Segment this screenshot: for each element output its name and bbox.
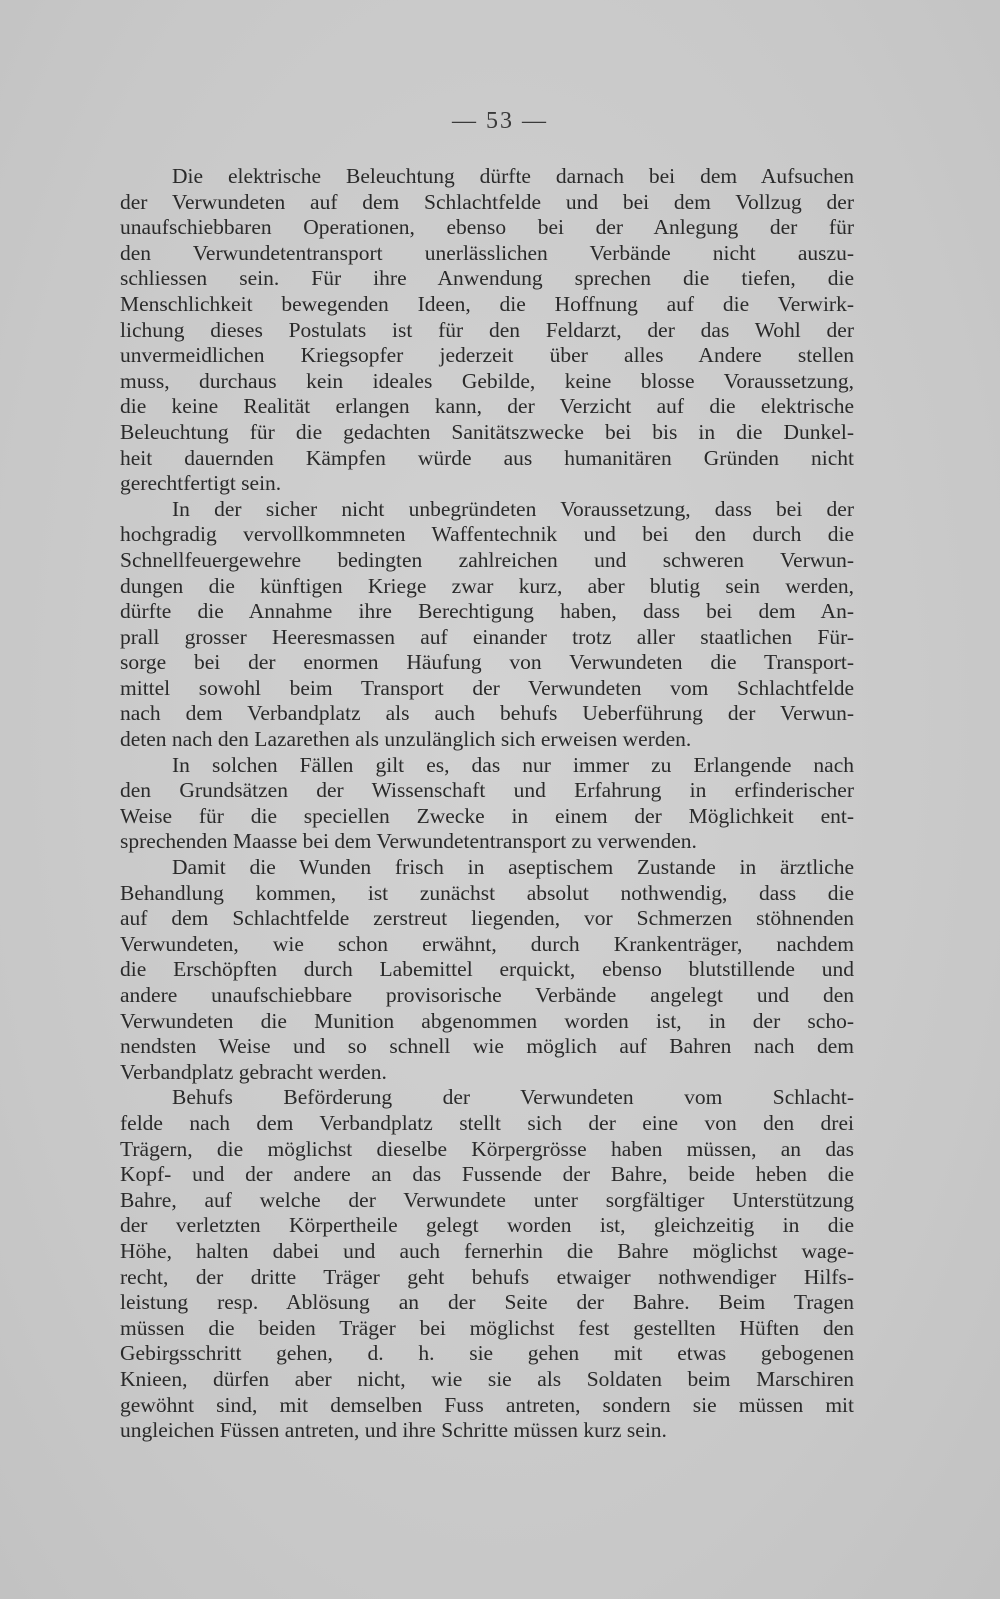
text-line: Höhe, halten dabei und auch fernerhin die Bahre möglichst wage- bbox=[120, 1238, 854, 1263]
text-line: nendsten Weise und so schnell wie möglich auf Bahren nach dem bbox=[120, 1034, 854, 1059]
text-line: der verletzten Körpertheile gelegt worden ist, gleichzeitig in die bbox=[120, 1213, 854, 1238]
text-line: auf dem Schlachtfelde zerstreut liegenden, vor Schmerzen stöhnenden bbox=[120, 906, 854, 931]
text-line: andere unaufschiebbare provisorische Verbände angelegt und den bbox=[120, 983, 854, 1007]
text-line: Beleuchtung für die gedachten Sanitätszwecke bei bis in die Dunkel- bbox=[120, 419, 854, 444]
body-text bbox=[120, 164, 854, 1444]
text-line: Schnellfeuergewehre bedingten zahlreichen und schweren Verwun- bbox=[120, 547, 854, 572]
text-line: prall grosser Heeresmassen auf einander trotz aller staatlichen Für- bbox=[120, 624, 854, 649]
text-line: Trägern, die möglichst dieselbe Körpergrösse haben müssen, an das bbox=[120, 1136, 854, 1161]
text-line: hochgradig vervollkommneten Waffentechnik und bei den durch die bbox=[120, 522, 854, 547]
text-line: schliessen sein. Für ihre Anwendung sprechen die tiefen, die bbox=[120, 266, 854, 291]
text-line: den Grundsätzen der Wissenschaft und Erfahrung in erfinderischer bbox=[120, 778, 854, 803]
text-line: Damit die Wunden frisch in aseptischem Zustande in ärztliche bbox=[172, 855, 854, 880]
text-line: die keine Realität erlangen kann, der Verzicht auf die elektrische bbox=[120, 394, 854, 419]
text-line: gewöhnt sind, mit demselben Fuss antreten, sondern sie müssen mit bbox=[120, 1392, 854, 1417]
text-line: den Verwundetentransport unerlässlichen Verbände nicht auszu- bbox=[120, 240, 854, 265]
text-line: dürfte die Annahme ihre Berechtigung haben, dass bei dem An- bbox=[120, 599, 854, 624]
text-line: In der sicher nicht unbegründeten Voraussetzung, dass bei der bbox=[172, 496, 854, 521]
page-number: — 53 — bbox=[452, 108, 548, 134]
text-line: Weise für die speciellen Zwecke in einem der Möglichkeit ent- bbox=[120, 803, 854, 828]
text-line: Verwundeten, wie schon erwähnt, durch Krankenträger, nachdem bbox=[120, 931, 854, 956]
text-line: unvermeidlichen Kriegsopfer jederzeit über alles Andere stellen bbox=[120, 343, 854, 368]
text-line: sprechenden Maasse bei dem Verwundetentransport zu verwenden. bbox=[120, 829, 697, 854]
text-line: Knieen, dürfen aber nicht, wie sie als Soldaten beim Marschiren bbox=[120, 1366, 854, 1391]
text-line: leistung resp. Ablösung an der Seite der Bahre. Beim Tragen bbox=[120, 1290, 854, 1315]
text-line: der Verwundeten auf dem Schlachtfelde und bei dem Vollzug der bbox=[120, 189, 854, 214]
text-line: mittel sowohl beim Transport der Verwundeten vom Schlachtfelde bbox=[120, 675, 854, 700]
text-line: Kopf- und der andere an das Fussende der Bahre, beide heben die bbox=[120, 1162, 854, 1187]
text-line: nach dem Verbandplatz als auch behufs Ueberführung der Verwun- bbox=[120, 701, 854, 726]
text-line: sorge bei der enormen Häufung von Verwundeten die Transport- bbox=[120, 650, 854, 675]
text-line: muss, durchaus kein ideales Gebilde, keine blosse Voraussetzung, bbox=[120, 368, 854, 393]
text-line: die Erschöpften durch Labemittel erquickt, ebenso blutstillende und bbox=[120, 957, 854, 982]
text-line: Bahre, auf welche der Verwundete unter sorgfältiger Unterstützung bbox=[120, 1187, 854, 1212]
text-line: Verbandplatz gebracht werden. bbox=[120, 1059, 387, 1084]
text-line: müssen die beiden Träger bei möglichst fest gestellten Hüften den bbox=[120, 1315, 854, 1340]
text-line: gerechtfertigt sein. bbox=[120, 471, 282, 496]
text-line: In solchen Fällen gilt es, das nur immer zu Erlangende nach bbox=[172, 752, 854, 777]
text-line: felde nach dem Verbandplatz stellt sich der eine von den drei bbox=[120, 1110, 854, 1135]
text-line: unaufschiebbaren Operationen, ebenso bei der Anlegung der für bbox=[120, 215, 854, 240]
text-line: Die elektrische Beleuchtung dürfte darnach bei dem Aufsuchen bbox=[172, 164, 854, 188]
text-line: lichung dieses Postulats ist für den Feldarzt, der das Wohl der bbox=[120, 317, 854, 342]
text-line: deten nach den Lazarethen als unzulänglich sich erweisen werden. bbox=[120, 727, 692, 752]
text-line: Menschlichkeit bewegenden Ideen, die Hoffnung auf die Verwirk- bbox=[120, 291, 854, 316]
text-line: Verwundeten die Munition abgenommen worden ist, in der scho- bbox=[120, 1008, 854, 1033]
text-line: Behandlung kommen, ist zunächst absolut nothwendig, dass die bbox=[120, 880, 854, 905]
text-line: dungen die künftigen Kriege zwar kurz, aber blutig sein werden, bbox=[120, 573, 854, 598]
text-line: recht, der dritte Träger geht behufs etwaiger nothwendiger Hilfs- bbox=[120, 1264, 854, 1289]
text-line: ungleichen Füssen antreten, und ihre Schritte müssen kurz sein. bbox=[120, 1418, 667, 1443]
text-line: Behufs Beförderung der Verwundeten vom Schlacht- bbox=[172, 1085, 854, 1110]
text-line: heit dauernden Kämpfen würde aus humanitären Gründen nicht bbox=[120, 445, 854, 470]
text-line: Gebirgsschritt gehen, d. h. sie gehen mit etwas gebogenen bbox=[120, 1341, 854, 1366]
